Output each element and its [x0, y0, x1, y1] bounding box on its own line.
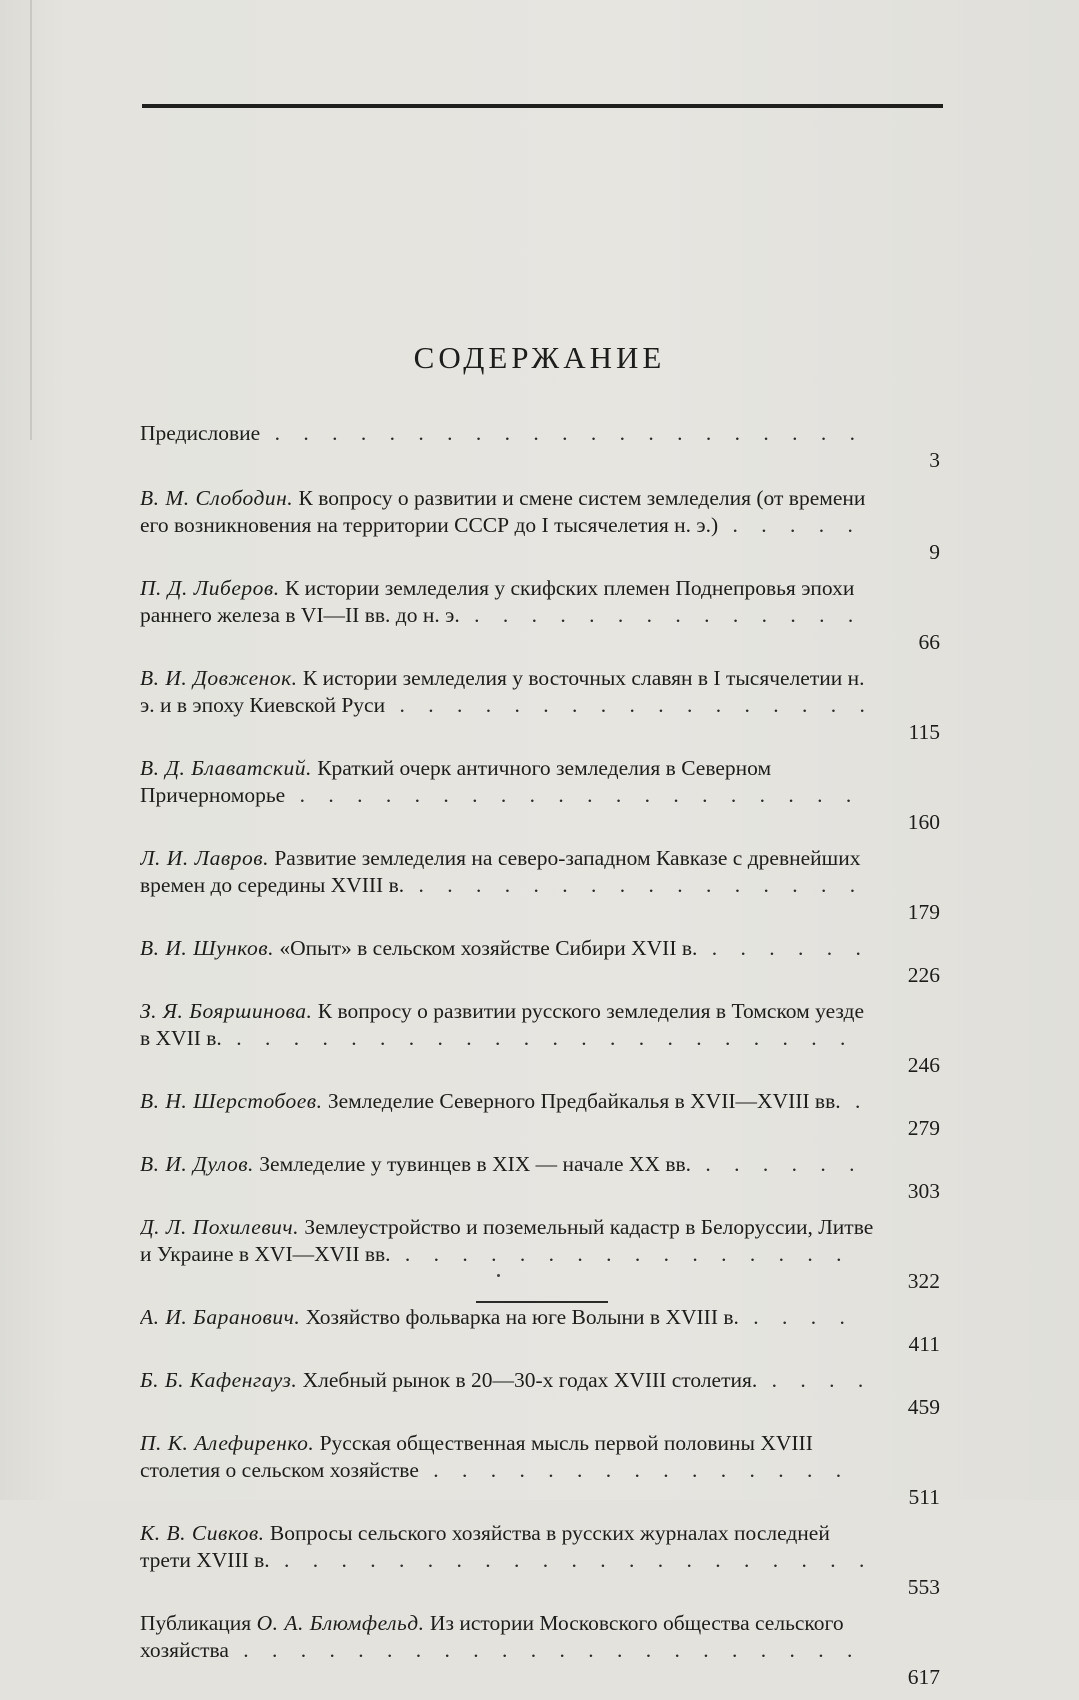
toc-entry-text — [140, 998, 882, 1079]
toc-entry — [140, 1430, 940, 1511]
dot-leader: . . . . . . . . . . . . . . . . . . . . . — [269, 1548, 874, 1572]
toc-entry-page: 179 — [907, 900, 940, 924]
toc-entry-author: Б. Б. Кафенгауз. — [140, 1368, 298, 1392]
toc-entry — [140, 998, 940, 1079]
toc-entry-page: 411 — [908, 1332, 940, 1356]
toc-entry-text — [140, 1520, 882, 1601]
toc-entry-title: Развитие земледелия на северо-западном Кавказе с древнейших времен до середины XVIII в. — [140, 846, 861, 897]
toc-entry — [140, 1610, 940, 1691]
dot-leader: . — [840, 1089, 870, 1113]
dot-leader: . . . . . . . . . . . . . . . . — [404, 873, 865, 897]
toc-entry-author: В. И. Довженок. — [140, 666, 298, 690]
toc-entry-author: З. Я. Бояршинова. — [140, 999, 313, 1023]
top-rule — [142, 104, 943, 108]
toc-entry — [140, 575, 940, 656]
toc-entry — [140, 1304, 940, 1358]
toc-entry — [140, 1367, 940, 1421]
toc-entry-title: К истории земледелия у скифских племен Поднепровья эпохи раннего железа в VI—II вв. до н. э. — [140, 576, 855, 627]
dot-leader: . . . . — [738, 1305, 854, 1329]
toc-entry-text — [140, 485, 882, 566]
toc-entry-page: 115 — [908, 720, 940, 744]
dot-leader: . . . . . — [718, 513, 862, 537]
toc-entry-text — [140, 665, 882, 746]
toc-entry-page: 279 — [907, 1116, 940, 1140]
page-title: СОДЕРЖАНИЕ — [413, 340, 666, 375]
toc-entry-title: Землеустройство и поземельный кадастр в Белоруссии, Литве и Украине в XVI—XVII вв. — [140, 1215, 874, 1266]
toc-entry-title: Русская общественная мысль первой половины XVIII столетия о сельском хозяйстве — [140, 1431, 813, 1482]
toc-entry-title: Из истории Московского общества сельского хозяйства — [140, 1611, 844, 1662]
toc-entry-text — [140, 845, 882, 926]
toc-entry-author: В. И. Дулов. — [140, 1152, 254, 1176]
toc-entry — [140, 845, 940, 926]
toc-entry-text — [140, 1088, 882, 1142]
dot-leader: . . . . . . . . . . . . . . . . . . . . . . — [228, 1638, 862, 1662]
toc-entry-text — [140, 935, 882, 989]
toc-entry-text — [140, 1214, 882, 1295]
toc-entry-title: «Опыт» в сельском хозяйстве Сибири XVII в. — [279, 936, 698, 960]
toc-entry-author: П. Д. Либеров. — [140, 576, 280, 600]
toc-entry-text — [140, 1304, 882, 1358]
toc-entry-page: 9 — [929, 540, 940, 564]
toc-entry-page: 322 — [907, 1269, 940, 1293]
toc-entry-page: 246 — [907, 1053, 940, 1077]
toc-entry-author: В. Д. Блаватский. — [140, 756, 312, 780]
toc-entry — [140, 935, 940, 989]
dot-leader: . . . . . . — [691, 1152, 864, 1176]
toc-entry-author: Л. И. Лавров. — [140, 846, 269, 870]
toc-entry-author: В. И. Шунков. — [140, 936, 274, 960]
toc-entry-text — [140, 1367, 882, 1421]
toc-entry — [140, 1520, 940, 1601]
toc-entry-author: В. Н. Шерстобоев. — [140, 1089, 323, 1113]
table-of-contents — [140, 420, 940, 1700]
toc-entry — [140, 665, 940, 746]
dot-leader: . . . . — [757, 1368, 873, 1392]
toc-entry — [140, 485, 940, 566]
toc-entry-author: А. И. Баранович. — [140, 1305, 301, 1329]
bottom-rule — [476, 1301, 608, 1303]
toc-entry-title: К истории земледелия у восточных славян в I тысячелетии н. э. и в эпоху Киевской Руси — [140, 666, 865, 717]
toc-entry-title: Вопросы сельского хозяйства в русских журналах последней трети XVIII в. — [140, 1521, 830, 1572]
toc-entry — [140, 1214, 940, 1295]
toc-entry-prefix: Публикация — [140, 1611, 257, 1635]
toc-entry-text — [140, 1430, 882, 1511]
toc-entry-author: О. А. Блюмфельд. — [256, 1611, 425, 1635]
toc-entry-page: 459 — [907, 1395, 940, 1419]
dot-leader: . . . . . . . . . . . . . . . . . . . . . . — [221, 1026, 855, 1050]
toc-entry-page: 66 — [918, 630, 940, 654]
toc-entry — [140, 1088, 940, 1142]
dot-leader: . . . . . . . . . . . . . . . . — [390, 1242, 851, 1266]
toc-entry-author: В. М. Слободин. — [140, 486, 294, 510]
dot-leader: . . . . . . . . . . . . . . . . . . . . — [285, 783, 861, 807]
dot-leader: . . . . . . . . . . . . . . . — [418, 1458, 851, 1482]
toc-entry-title: К вопросу о развитии и смене систем земледелия (от времени его возникновения на территории СССР до I тысячелетия н. э.) — [140, 486, 866, 537]
toc-entry-text — [140, 575, 882, 656]
toc-entry-author: Д. Л. Похилевич. — [140, 1215, 300, 1239]
toc-entry-page: 303 — [907, 1179, 940, 1203]
toc-entry-title: К вопросу о развитии русского земледелия в Томском уезде в XVII в. — [140, 999, 864, 1050]
toc-entry-author: П. К. Алефиренко. — [140, 1431, 315, 1455]
toc-entry-text — [140, 755, 882, 836]
toc-entry-page: 226 — [907, 963, 940, 987]
printing-speck — [497, 1274, 500, 1277]
toc-entry — [140, 420, 940, 474]
toc-entry-page: 160 — [907, 810, 940, 834]
toc-entry-title: Хлебный рынок в 20—30-х годах XVIII столетия. — [302, 1368, 758, 1392]
dot-leader: . . . . . . — [697, 936, 870, 960]
toc-entry — [140, 1151, 940, 1205]
toc-entry-text — [140, 420, 882, 474]
toc-entry-page: 3 — [929, 448, 940, 472]
toc-entry-title: Хозяйство фольварка на юге Волыни в XVIII в. — [305, 1305, 739, 1329]
dot-leader: . . . . . . . . . . . . . . — [459, 603, 863, 627]
toc-entry-title: Земледелие Северного Предбайкалья в XVII—XVIII вв. — [327, 1089, 841, 1113]
dot-leader: . . . . . . . . . . . . . . . . . — [385, 693, 874, 717]
toc-entry — [140, 755, 940, 836]
toc-entry-page: 511 — [908, 1485, 940, 1509]
toc-entry-title: Земледелие у тувинцев в XIX — начале XX вв. — [259, 1152, 692, 1176]
toc-entry-title: Предисловие — [140, 421, 261, 445]
toc-entry-page: 553 — [907, 1575, 940, 1599]
toc-entry-text — [140, 1610, 882, 1691]
dot-leader: . . . . . . . . . . . . . . . . . . . . . — [260, 421, 864, 445]
toc-entry-text — [140, 1151, 882, 1205]
toc-entry-page: 617 — [907, 1665, 940, 1689]
toc-entry-author: К. В. Сивков. — [140, 1521, 265, 1545]
toc-entry-title: Краткий очерк античного земледелия в Северном Причерноморье — [140, 756, 772, 807]
